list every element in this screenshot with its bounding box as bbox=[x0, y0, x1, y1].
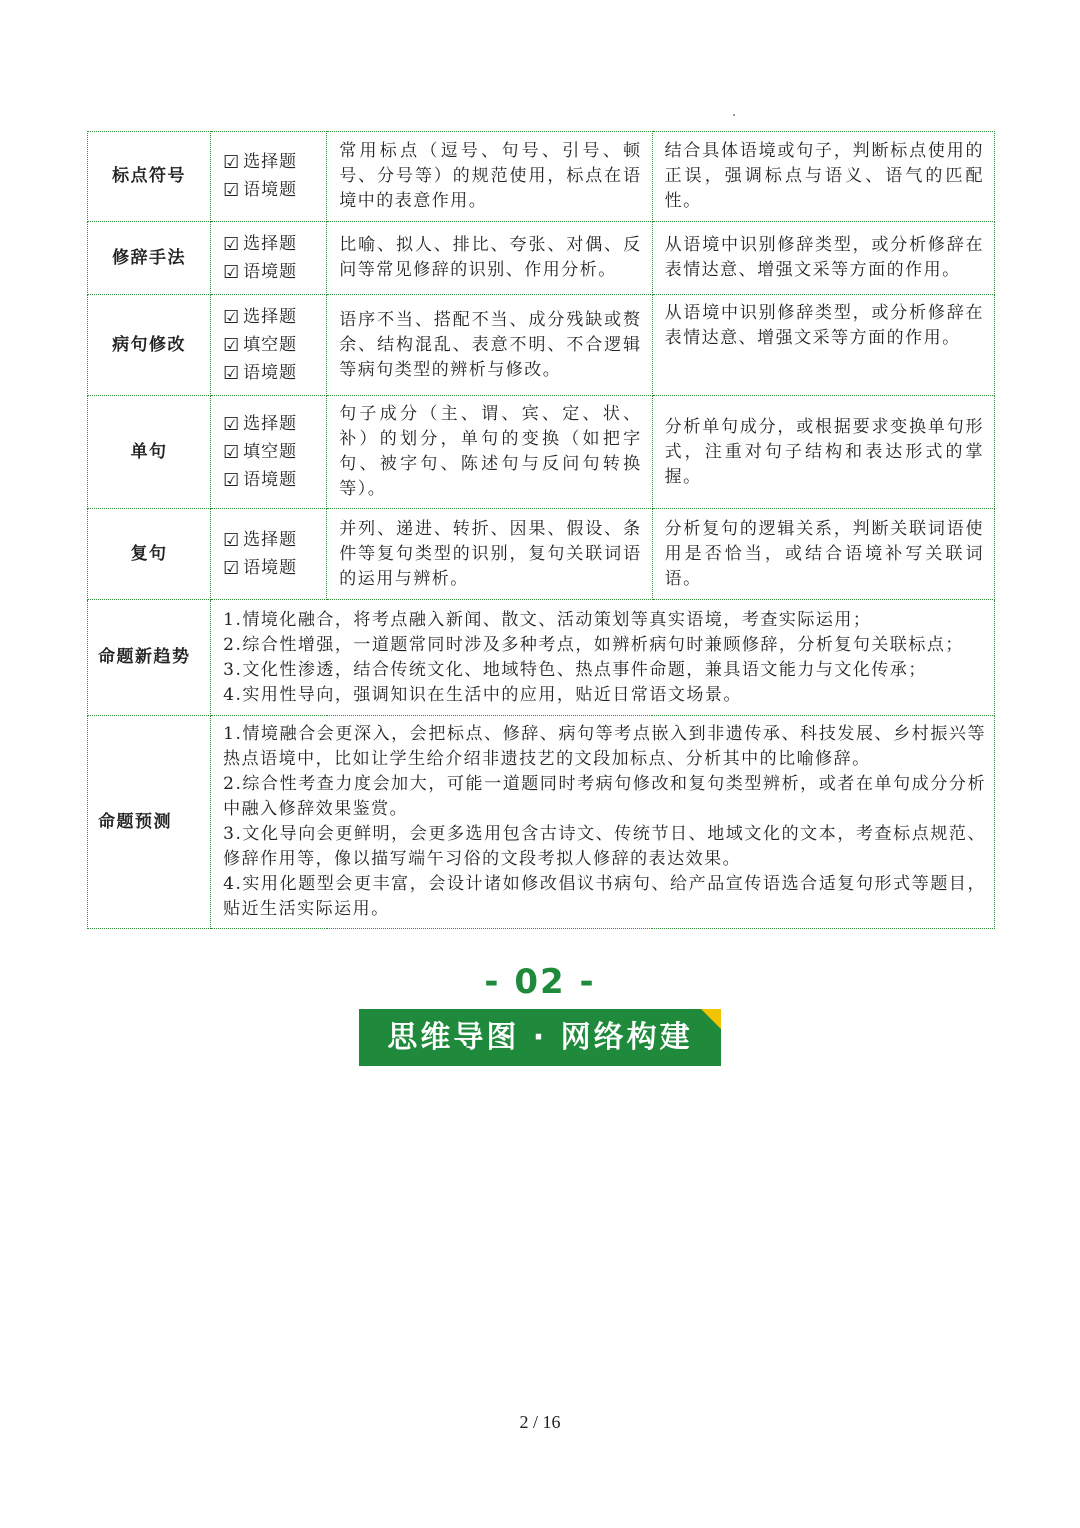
question-type-item bbox=[223, 359, 326, 387]
forecast-item: 3.文化导向会更鲜明，会更多选用包含古诗文、传统节日、地域文化的文本，考查标点规范、修辞作用等，像以描写端午习俗的文段考拟人修辞的表达效果。 bbox=[223, 824, 986, 869]
question-type-label: 语境题 bbox=[243, 557, 298, 578]
question-type-label: 选择题 bbox=[243, 413, 298, 434]
question-types-cell bbox=[211, 132, 327, 222]
checked-box-icon: ☑ bbox=[223, 180, 241, 201]
question-type-label: 语境题 bbox=[243, 180, 298, 200]
question-type-item bbox=[223, 258, 326, 286]
question-type-label: 语境题 bbox=[243, 261, 298, 282]
question-type-item bbox=[223, 149, 326, 177]
question-type-item bbox=[223, 438, 326, 466]
forecast-item: 2.综合性考查力度会加大，可能一道题同时考病句修改和复句类型辨析，或者在单句成分分析中融入修辞效果鉴赏。 bbox=[223, 774, 986, 819]
requirement-cell: 从语境中识别修辞类型，或分析修辞在表情达意、增强文采等方面的作用。 bbox=[652, 222, 994, 295]
section-header bbox=[359, 962, 721, 1066]
question-type-label: 选择题 bbox=[243, 233, 298, 254]
question-types-cell bbox=[211, 396, 327, 509]
question-type-item bbox=[223, 466, 326, 494]
content-cell: 语序不当、搭配不当、成分残缺或赘余、结构混乱、表意不明、不合逻辑等病句类型的辨析与修改。 bbox=[327, 295, 652, 396]
question-type-item bbox=[223, 303, 326, 331]
forecast-item: 4.实用化题型会更丰富，会设计诸如修改倡议书病句、给产品宣传语选合适复句形式等题目，贴近生活实际运用。 bbox=[223, 874, 986, 919]
checked-box-icon: ☑ bbox=[223, 306, 241, 328]
trend-item: 2.综合性增强，一道题常同时涉及多种考点，如辨析病句时兼顾修辞，分析复句关联标点； bbox=[223, 634, 964, 655]
table-row bbox=[88, 509, 995, 600]
trend-item: 4.实用性导向，强调知识在生活中的应用，贴近日常语文场景。 bbox=[223, 684, 742, 705]
requirement-cell: 分析复句的逻辑关系，判断关联词语使用是否恰当，或结合语境补写关联词语。 bbox=[652, 509, 994, 600]
question-types-cell bbox=[211, 295, 327, 396]
trend-row bbox=[88, 600, 995, 716]
question-type-label: 选择题 bbox=[243, 152, 298, 172]
checked-box-icon: ☑ bbox=[223, 557, 241, 579]
table-row bbox=[88, 222, 995, 295]
question-types-cell bbox=[211, 222, 327, 295]
content-cell: 并列、递进、转折、因果、假设、条件等复句类型的识别，复句关联词语的运用与辨析。 bbox=[327, 509, 652, 600]
trend-item: 3.文化性渗透，结合传统文化、地域特色、热点事件命题，兼具语文能力与文化传承； bbox=[223, 659, 927, 680]
content-cell: 比喻、拟人、排比、夸张、对偶、反问等常见修辞的识别、作用分析。 bbox=[327, 222, 652, 295]
forecast-body bbox=[211, 716, 995, 929]
topic-cell: 标点符号 bbox=[88, 132, 211, 222]
stray-dot bbox=[733, 114, 735, 116]
section-title: 思维导图 · 网络构建 bbox=[387, 1020, 693, 1055]
table-row bbox=[88, 132, 995, 222]
requirement-cell: 从语境中识别修辞类型，或分析修辞在表情达意、增强文采等方面的作用。 bbox=[652, 295, 994, 396]
topic-cell: 修辞手法 bbox=[88, 222, 211, 295]
forecast-item: 1.情境融合会更深入，会把标点、修辞、病句等考点嵌入到非遗传承、科技发展、乡村振兴等热点语境中，比如让学生给介绍非遗技艺的文段加标点、分析其中的比喻修辞。 bbox=[223, 724, 986, 769]
question-type-label: 语境题 bbox=[243, 469, 298, 490]
checked-box-icon: ☑ bbox=[223, 334, 241, 356]
question-type-label: 填空题 bbox=[243, 441, 298, 462]
question-type-label: 选择题 bbox=[243, 529, 298, 550]
trend-body bbox=[211, 600, 995, 716]
topic-cell: 单句 bbox=[88, 396, 211, 509]
question-type-item bbox=[223, 177, 326, 205]
topic-cell: 复句 bbox=[88, 509, 211, 600]
question-types-cell bbox=[211, 509, 327, 600]
question-type-label: 选择题 bbox=[243, 306, 298, 327]
question-type-label: 语境题 bbox=[243, 362, 298, 383]
checked-box-icon: ☑ bbox=[223, 469, 241, 491]
forecast-row bbox=[88, 716, 995, 929]
topic-cell: 病句修改 bbox=[88, 295, 211, 396]
checked-box-icon: ☑ bbox=[223, 413, 241, 435]
forecast-title: 命题预测 bbox=[88, 716, 211, 929]
trend-title: 命题新趋势 bbox=[88, 600, 211, 716]
page-number: 2 / 16 bbox=[519, 1412, 561, 1432]
question-type-item bbox=[223, 230, 326, 258]
question-type-label: 填空题 bbox=[243, 334, 298, 355]
content-cell: 常用标点（逗号、句号、引号、顿号、分号等）的规范使用，标点在语境中的表意作用。 bbox=[327, 132, 652, 222]
checked-box-icon: ☑ bbox=[223, 362, 241, 384]
checked-box-icon: ☑ bbox=[223, 261, 241, 283]
table-row bbox=[88, 295, 995, 396]
requirement-cell: 分析单句成分，或根据要求变换单句形式，注重对句子结构和表达形式的掌握。 bbox=[652, 396, 994, 509]
question-type-item bbox=[223, 554, 326, 582]
requirement-cell: 结合具体语境或句子，判断标点使用的正误，强调标点与语义、语气的匹配性。 bbox=[652, 132, 994, 222]
checked-box-icon: ☑ bbox=[223, 441, 241, 463]
question-type-item bbox=[223, 526, 326, 554]
checked-box-icon: ☑ bbox=[223, 152, 241, 173]
section-number: - 02 - bbox=[484, 962, 596, 1002]
checked-box-icon: ☑ bbox=[223, 529, 241, 551]
question-type-item bbox=[223, 410, 326, 438]
content-cell: 句子成分（主、谓、宾、定、状、补）的划分，单句的变换（如把字句、被字句、陈述句与反问句转换等）。 bbox=[327, 396, 652, 509]
checked-box-icon: ☑ bbox=[223, 233, 241, 255]
section-banner bbox=[359, 1009, 721, 1066]
trend-item: 1.情境化融合，将考点融入新闻、散文、活动策划等真实语境，考查实际运用； bbox=[223, 609, 872, 630]
knowledge-table bbox=[87, 131, 995, 929]
table-row bbox=[88, 396, 995, 509]
question-type-item bbox=[223, 331, 326, 359]
